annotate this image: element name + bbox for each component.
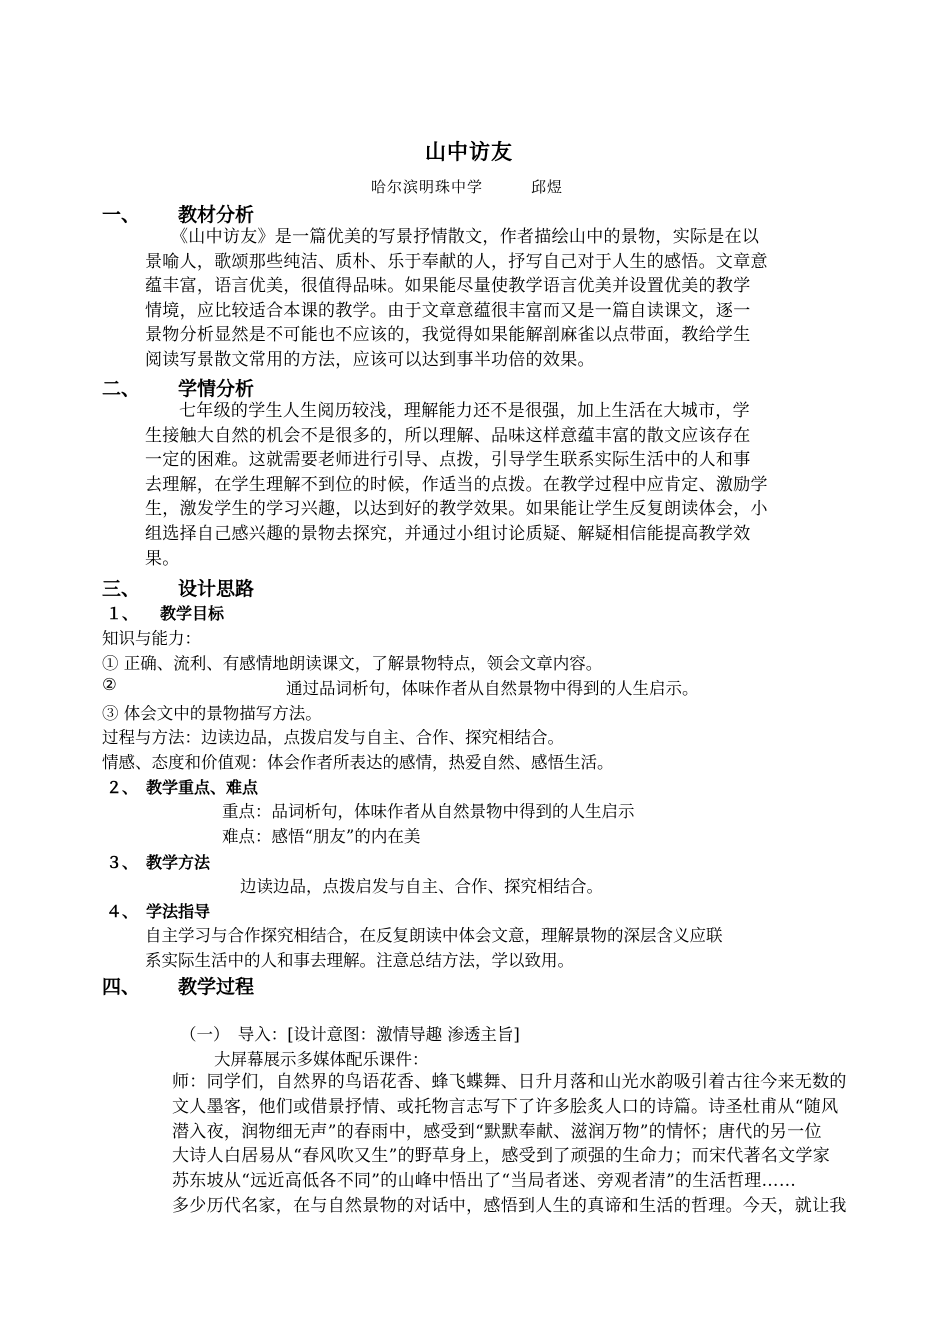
text-line: 蕴丰富，语言优美，很值得品味。如果能尽量使教学语言优美并设置优美的教学 [145,276,751,297]
process-method-line: 过程与方法：边读边品，点拨启发与自主、合作、探究相结合。 [102,728,564,747]
text-line: 景喻人，歌颂那些纯洁、质朴、乐于奉献的人，抒写自己对于人生的感悟。文章意 [145,251,768,272]
text-line: 文人墨客，他们或借景抒情、或托物言志写下了许多脍炙人口的诗篇。诗圣杜甫从“随风 [172,1096,839,1117]
goal-item: 通过品词析句，体味作者从自然景物中得到的人生启示。 [286,679,699,698]
subsection-heading: 学法指导 [146,902,211,921]
goal-marker: ② [102,675,117,694]
text-line: 生，激发学生的学习兴趣，以达到好的教学效果。如果能让学生反复朗读体会，小 [145,499,768,520]
guide-paragraph [145,923,723,973]
section-heading: 教材分析 [178,204,255,226]
section-heading: 教学过程 [178,976,255,998]
section-number: 四、 [102,976,141,998]
text-line: 组选择自己感兴趣的景物去探究，并通过小组讨论质疑、解疑相信能提高教学效 [145,523,751,544]
text-line: 《山中访友》是一篇优美的写景抒情散文，作者描绘山中的景物，实际是在以 [171,227,760,247]
text-line: 潜入夜，润物细无声”的春雨中，感受到“默默奉献、滋润万物”的情怀；唐代的另一位 [172,1121,822,1142]
subsection-number: ２、 [106,778,139,797]
section-number: 三、 [102,578,141,600]
section-number: 二、 [102,378,141,400]
method-text: 边读边品，点拨启发与自主、合作、探究相结合。 [240,877,603,896]
text-line: 多少历代名家，在与自然景物的对话中，感悟到人生的真谛和生活的哲理。今天，就让我 [172,1195,847,1216]
key-point: 重点：品词析句，体味作者从自然景物中得到的人生启示 [222,802,635,821]
subsection-heading: 教学重点、难点 [146,778,259,797]
subsection-heading: 教学方法 [146,853,211,872]
section-heading: 设计思路 [178,578,255,600]
body-paragraph [145,225,768,373]
body-paragraph [145,399,768,571]
text-line: 苏东坡从“远近高低各不同”的山峰中悟出了“当局者迷、旁观者清”的生活哲理…… [172,1171,797,1192]
subsection-number: ３、 [106,853,139,872]
page-title: 山中访友 [425,139,513,164]
text-line: 情境，应比较适合本课的教学。由于文章意蕴很丰富而又是一篇自读课文，逐一 [145,300,751,321]
step-heading: （一） 导入：[设计意图：激情导趣 渗透主旨] [180,1025,520,1044]
goal-item: ① 正确、流利、有感情地朗读课文，了解景物特点，领会文章内容。 [102,654,603,673]
teacher-paragraph [172,1070,847,1219]
difficulty-point: 难点：感悟“朋友”的内在美 [222,827,421,846]
text-line: 阅读写景散文常用的方法，应该可以达到事半功倍的效果。 [145,349,595,370]
author-line: 哈尔滨明珠中学 邱煜 [371,178,564,196]
text-line: 大诗人白居易从“春风吹又生”的野草身上，感受到了顽强的生命力；而宋代著名文学家 [172,1146,831,1167]
text-line: 果。 [145,548,180,569]
screen-line: 大屏幕展示多媒体配乐课件： [214,1050,429,1069]
knowledge-label: 知识与能力： [102,629,201,648]
goal-item: ③ 体会文中的景物描写方法。 [102,704,322,723]
subsection-number: １、 [106,604,139,623]
section-number: 一、 [102,204,141,226]
text-line: 师：同学们，自然界的鸟语花香、蜂飞蝶舞、日升月落和山光水韵吸引着古往今来无数的 [172,1072,847,1092]
emotion-line: 情感、态度和价值观：体会作者所表达的感情，热爱自然、感悟生活。 [102,753,614,772]
text-line: 一定的困难。这就需要老师进行引导、点拨，引导学生联系实际生活中的人和事 [145,450,751,471]
text-line: 系实际生活中的人和事去理解。注意总结方法，学以致用。 [145,951,574,970]
subsection-number: ４、 [106,902,139,921]
text-line: 景物分析显然是不可能也不应该的，我觉得如果能解剖麻雀以点带面，教给学生 [145,325,751,346]
section-heading: 学情分析 [178,378,255,400]
text-line: 生接触大自然的机会不是很多的，所以理解、品味这样意蕴丰富的散文应该存在 [145,425,751,446]
text-line: 七年级的学生人生阅历较浅，理解能力还不是很强，加上生活在大城市，学 [179,401,750,421]
text-line: 自主学习与合作探究相结合，在反复朗读中体会文意，理解景物的深层含义应联 [145,926,723,945]
subsection-heading: 教学目标 [160,604,225,623]
text-line: 去理解，在学生理解不到位的时候，作适当的点拨。在教学过程中应肯定、激励学 [145,474,768,495]
